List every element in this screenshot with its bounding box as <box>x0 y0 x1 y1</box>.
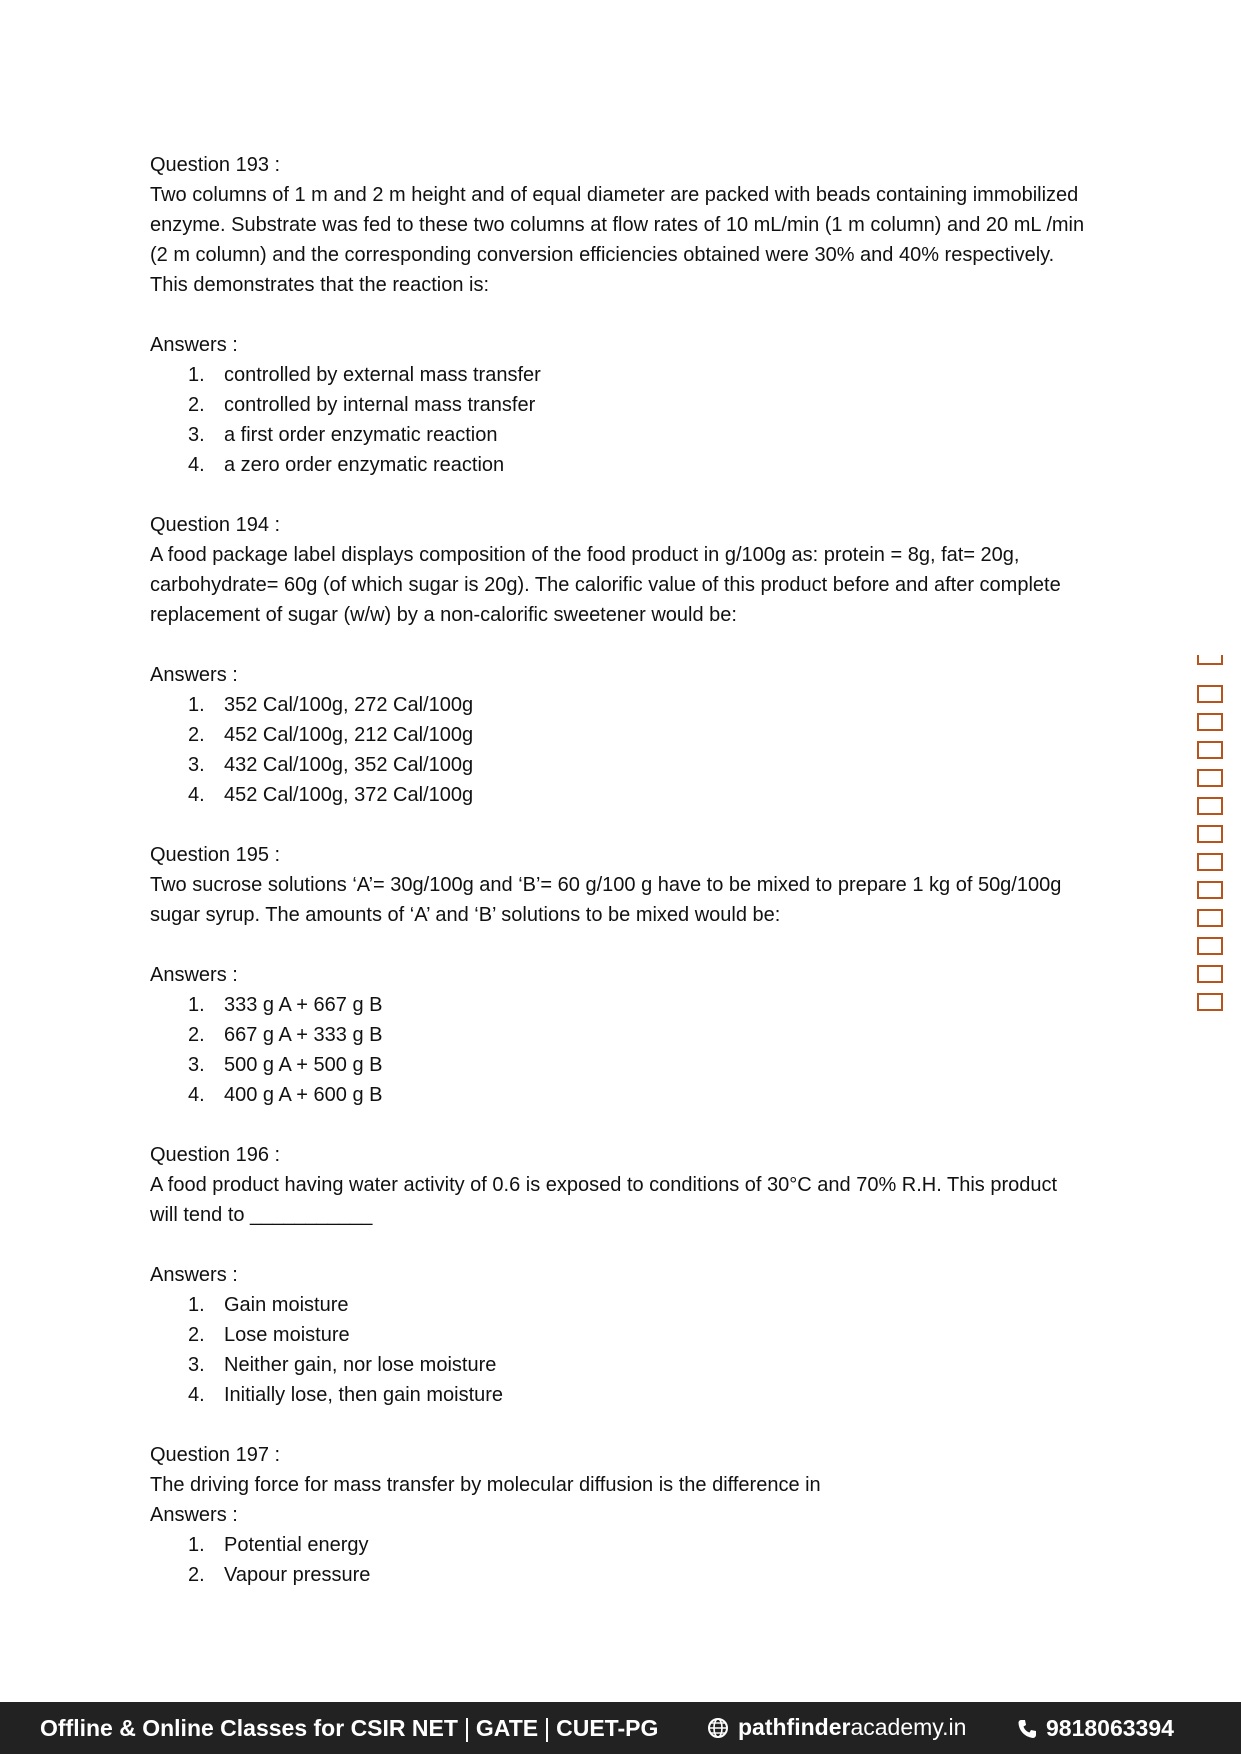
glyph-box <box>1197 713 1223 731</box>
question-text: A food package label displays composition of the food product in g/100g as: protein = 8g, fat= 20g, carbohydrate= 60g (of which sugar is 20g). The calorific value of this product before and after complete replacement of sugar (w/w) by a non-calorific sweetener would be: <box>150 544 1061 626</box>
answer-option: 1. controlled by external mass transfer <box>188 364 541 386</box>
glyph-box <box>1197 965 1223 983</box>
glyph-box <box>1197 937 1223 955</box>
answers-label: Answers : <box>150 1264 238 1286</box>
answer-option: 2. 667 g A + 333 g B <box>188 1024 383 1046</box>
question-block <box>150 1140 1090 1440</box>
answer-option: 3. 500 g A + 500 g B <box>188 1054 383 1076</box>
answer-list <box>150 690 1090 810</box>
answer-option: 3. 432 Cal/100g, 352 Cal/100g <box>188 754 474 776</box>
question-title: Question 193 : <box>150 154 281 176</box>
glyph-box <box>1197 881 1223 899</box>
side-decoration <box>1197 655 1227 1021</box>
question-text: A food product having water activity of 0.6 is exposed to conditions of 30°C and 70% R.H. This product will tend to ___________ <box>150 1174 1058 1226</box>
answer-option: 1. 352 Cal/100g, 272 Cal/100g <box>188 694 474 716</box>
document-body <box>150 150 1090 1590</box>
answer-option: 3. a first order enzymatic reaction <box>188 424 498 446</box>
answer-option: 4. a zero order enzymatic reaction <box>188 454 505 476</box>
glyph-box <box>1197 685 1223 703</box>
answer-option: 1. Gain moisture <box>188 1294 349 1316</box>
glyph-box <box>1197 769 1223 787</box>
answer-list <box>150 1290 1090 1410</box>
question-block <box>150 150 1090 510</box>
glyph-box <box>1197 993 1223 1011</box>
answer-option: 1. 333 g A + 667 g B <box>188 994 383 1016</box>
phone-icon <box>1017 1718 1037 1740</box>
footer-banner <box>0 1702 1241 1754</box>
answer-option: 4. 452 Cal/100g, 372 Cal/100g <box>188 784 474 806</box>
glyph-box <box>1197 909 1223 927</box>
answer-option: 3. Neither gain, nor lose moisture <box>188 1354 497 1376</box>
answer-list <box>150 1530 1090 1590</box>
question-block <box>150 1440 1090 1590</box>
question-block <box>150 510 1090 840</box>
question-title: Question 196 : <box>150 1144 281 1166</box>
answers-label: Answers : <box>150 1504 238 1526</box>
answer-option: 2. 452 Cal/100g, 212 Cal/100g <box>188 724 474 746</box>
glyph-box <box>1197 853 1223 871</box>
answers-label: Answers : <box>150 664 238 686</box>
footer-website[interactable]: pathfinder academy.in <box>707 1714 966 1741</box>
globe-icon <box>707 1717 729 1739</box>
question-title: Question 195 : <box>150 844 281 866</box>
answer-option: 2. Vapour pressure <box>188 1564 371 1586</box>
answer-option: 1. Potential energy <box>188 1534 369 1556</box>
answer-option: 4. Initially lose, then gain moisture <box>188 1384 504 1406</box>
question-text: Two columns of 1 m and 2 m height and of equal diameter are packed with beads containing immobilized enzyme. Substrate was fed to these two columns at flow rates of 10 mL/min (1 m column) and 20 mL /min (2 m column) and the corresponding conversion efficiencies obtained were 30% and 40% respectively. This demonstrates that the reaction is: <box>150 184 1085 296</box>
answer-option: 2. Lose moisture <box>188 1324 350 1346</box>
glyph-box <box>1197 825 1223 843</box>
question-text: The driving force for mass transfer by molecular diffusion is the difference in <box>150 1474 821 1496</box>
answers-label: Answers : <box>150 334 238 356</box>
question-title: Question 197 : <box>150 1444 281 1466</box>
answers-label: Answers : <box>150 964 238 986</box>
glyph-box <box>1197 797 1223 815</box>
footer-tagline: Offline & Online Classes for CSIR NET GATE CUET-PG <box>40 1715 659 1741</box>
footer-phone[interactable]: 9818063394 <box>1017 1715 1174 1742</box>
question-title: Question 194 : <box>150 514 281 536</box>
answer-option: 2. controlled by internal mass transfer <box>188 394 536 416</box>
question-text: Two sucrose solutions ‘A’= 30g/100g and ‘B’= 60 g/100 g have to be mixed to prepare 1 kg of 50g/100g sugar syrup. The amounts of ‘A’ and ‘B’ solutions to be mixed would be: <box>150 874 1062 926</box>
answer-list <box>150 990 1090 1110</box>
answer-option: 4. 400 g A + 600 g B <box>188 1084 383 1106</box>
glyph-box <box>1197 741 1223 759</box>
question-block <box>150 840 1090 1140</box>
answer-list <box>150 360 1090 480</box>
glyph-box <box>1197 655 1223 665</box>
